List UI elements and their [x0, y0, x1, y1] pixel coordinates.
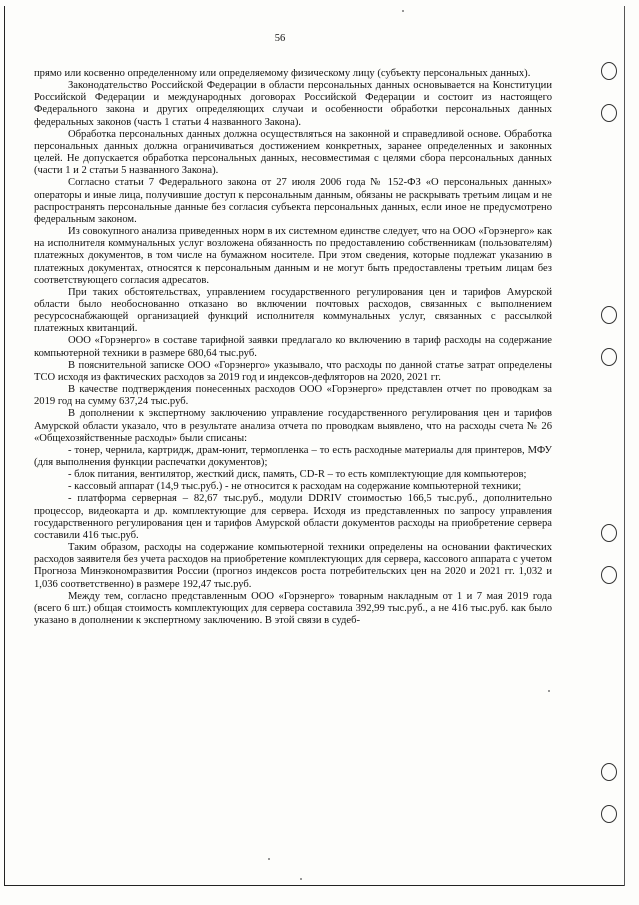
- list-item: - кассовый аппарат (14,9 тыс.руб.) - не относится к расходам на содержание компьютерной техники;: [68, 481, 522, 493]
- scan-border-left: [4, 6, 5, 886]
- paragraph: Таким образом, расходы на содержание компьютерной техники определены на основании фактических расходов заявителя без учета расходов на приобретение комплектующих для сервера, кассового аппарата с учетом Прогноза Минэкономразвития России (прогноз индексов роста потребительских цен на 2020 и 2021 гг. 1,032 и 1,036 соответственно) в размере 192,47 тыс.руб.: [34, 542, 552, 590]
- paragraph: В качестве подтверждения понесенных расходов ООО «Горэнерго» представлен отчет по проводкам за 2019 год на сумму 637,24 тыс.руб.: [34, 384, 552, 408]
- scan-border-bottom: [4, 885, 624, 886]
- paragraph: Обработка персональных данных должна осуществляться на законной и справедливой основе. Обработка персональных данных должна ограничиваться достижением конкретных, заранее определенных и законных целей. Не допускается обработка персональных данных, несовместимая с целями сбора персональных данных (части 1 и 2 статьи 5 названного Закона).: [34, 128, 552, 177]
- list-item: - платформа серверная – 82,67 тыс.руб., модули DDRIV стоимостью 166,5 тыс.руб., дополнительно процессор, видеокарта и др. комплектующие для сервера. Исходя из представленных по запросу управления государственного регулирования цен и тарифов Амурской области документов расходы на приобретение сервера составили 416 тыс.руб.: [34, 493, 552, 541]
- binding-hole-mark: [601, 104, 617, 122]
- scan-border-right: [624, 6, 625, 886]
- scan-speck: [402, 10, 404, 12]
- binding-hole-mark: [601, 566, 617, 584]
- page-number: 56: [274, 33, 286, 44]
- paragraph: В пояснительной записке ООО «Горэнерго» указывало, что расходы по данной статье затрат определены ТСО исходя из фактических расходов за 2019 год и индексов-дефляторов на 2020, 2021 гг.: [34, 359, 552, 383]
- document-body: [34, 68, 552, 627]
- paragraph: ООО «Горэнерго» в составе тарифной заявки предлагало ко включению в тариф расходы на содержание компьютерной техники в размере 680,64 тыс.руб.: [34, 335, 552, 359]
- paragraph: Согласно статьи 7 Федерального закона от 27 июля 2006 года № 152-ФЗ «О персональных данных» операторы и иные лица, получившие доступ к персональным данным, обязаны не раскрывать третьим лицам и не распространять персональные данные без согласия субъекта персональных данных, если иное не предусмотрено федеральным законом.: [34, 177, 552, 225]
- paragraph: прямо или косвенно определенному или определяемому физическому лицу (субъекту персональных данных).: [34, 68, 531, 79]
- scan-speck: [268, 858, 270, 860]
- binding-hole-mark: [601, 524, 617, 542]
- paragraph: Между тем, согласно представленным ООО «Горэнерго» товарным накладным от 1 и 7 мая 2019 года (всего 6 шт.) общая стоимость комплектующих для сервера составила 392,99 тыс.руб., а не 416 тыс.руб. как было указано в дополнении к экспертному заключению. В этой связи в судеб-: [34, 590, 552, 627]
- paragraph: Из совокупного анализа приведенных норм в их системном единстве следует, что на ООО «Горэнерго» как на исполнителя коммунальных услуг возложена обязанность по предоставлению собственникам (пользователям) платежных документов, в том числе на бумажном носителе. При этом сведения, которые подлежат указанию в платежных документах, относятся к персональным данным и не могут быть предоставлены третьим лицам без соответствующего согласия адресатов.: [34, 226, 552, 286]
- paragraph: При таких обстоятельствах, управлением государственного регулирования цен и тарифов Амурской области было необоснованно отказано во включении почтовых расходов, связанных с выполнением ресурсоснабжающей организацией функций исполнителя коммунальных услуг, связанных с рассылкой платежных квитанций.: [34, 286, 552, 335]
- binding-hole-mark: [601, 62, 617, 80]
- binding-hole-mark: [601, 805, 617, 823]
- binding-hole-mark: [601, 306, 617, 324]
- paragraph: В дополнении к экспертному заключению управление государственного регулирования цен и тарифов Амурской области указало, что в результате анализа отчета по проводкам выявлено, что на расходы счета № 26 «Общехозяйственные расходы» были списаны:: [34, 408, 552, 444]
- paragraph: Законодательство Российской Федерации в области персональных данных основывается на Конституции Российской Федерации и международных договорах Российской Федерации и состоит из настоящего Федерального закона и других определяющих случаи и особенности обработки персональных данных федеральных законов (часть 1 статьи 4 названного Закона).: [34, 80, 552, 128]
- binding-hole-mark: [601, 763, 617, 781]
- binding-hole-mark: [601, 348, 617, 366]
- list-item: - тонер, чернила, картридж, драм-юнит, термопленка – то есть расходные материалы для принтеров, МФУ (для выполнения функции распечатки документов);: [34, 444, 552, 468]
- scan-speck: [300, 878, 302, 880]
- list-item: - блок питания, вентилятор, жесткий диск, память, CD-R – то есть комплектующие для компьютеров;: [68, 469, 527, 481]
- scan-speck: [548, 690, 550, 692]
